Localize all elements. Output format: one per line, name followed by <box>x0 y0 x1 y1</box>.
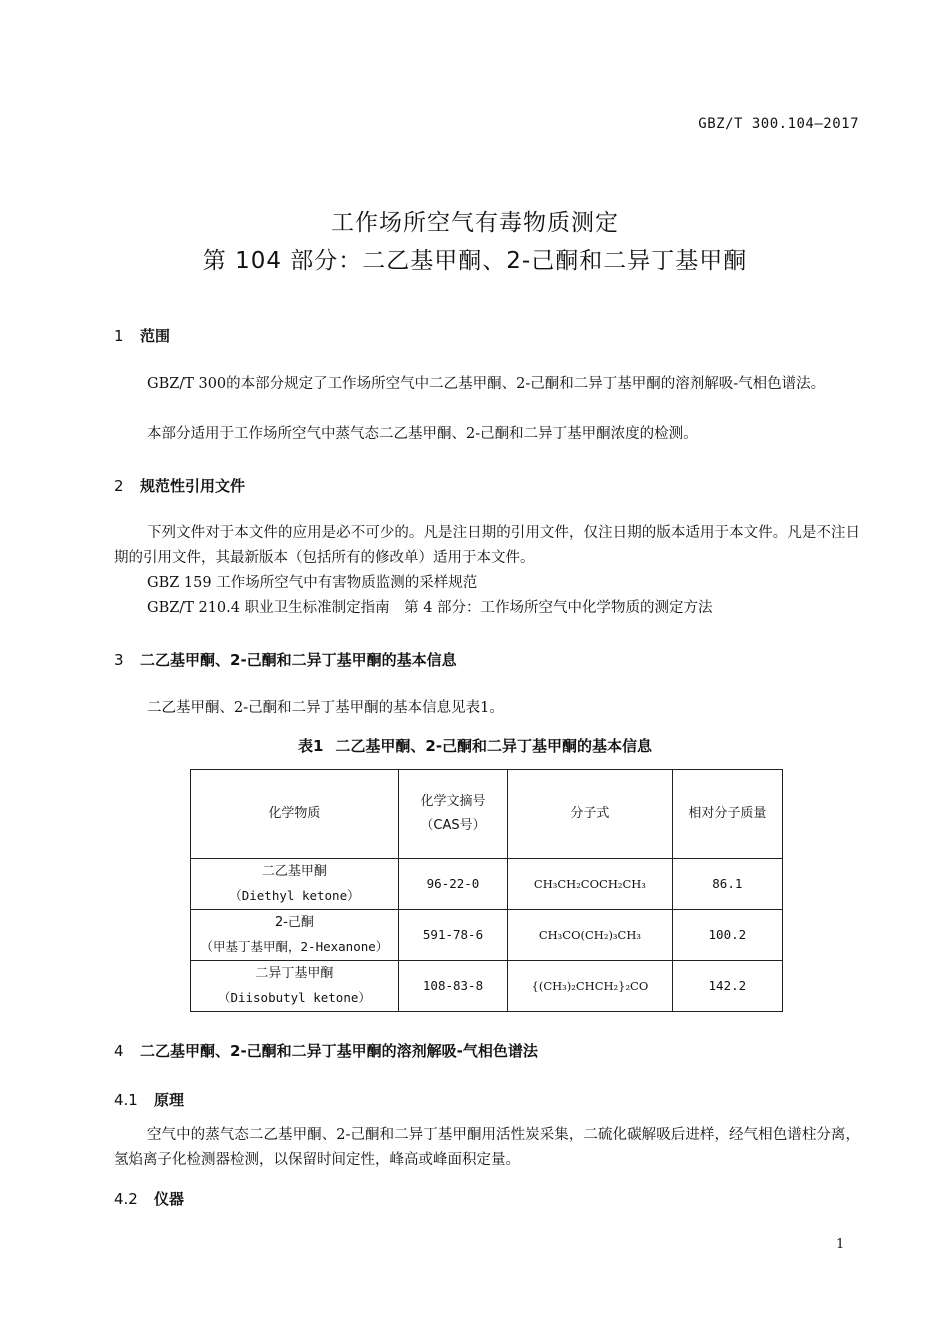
section-number: 4.1 <box>114 1091 138 1109</box>
table-header-row <box>191 770 783 859</box>
section-number: 4.2 <box>114 1190 138 1208</box>
cell-mass: 86.1 <box>672 859 782 910</box>
section-title: 二乙基甲酮、2-己酮和二异丁基甲酮的溶剂解吸-气相色谱法 <box>140 1042 538 1060</box>
header-substance: 化学物质 <box>191 770 399 859</box>
document-title <box>0 204 950 280</box>
title-line-2: 第 104 部分：二乙基甲酮、2-己酮和二异丁基甲酮 <box>202 248 748 274</box>
table-row <box>191 859 783 910</box>
table-caption-title: 二乙基甲酮、2-己酮和二异丁基甲酮的基本信息 <box>335 737 653 755</box>
cell-cas: 96-22-0 <box>398 859 507 910</box>
table-row <box>191 961 783 1012</box>
cell-substance <box>191 961 399 1012</box>
section-4-1-paragraph-1: 空气中的蒸气态二乙基甲酮、2-己酮和二异丁基甲酮用活性炭采集，二硫化碳解吸后进样，经气相色谱柱分离，氢焰离子化检测器检测，以保留时间定性，峰高或峰面积定量。 <box>114 1127 860 1168</box>
cell-formula: CH₃CH₂COCH₂CH₃ <box>508 859 673 910</box>
title-line-1: 工作场所空气有毒物质测定 <box>331 210 619 236</box>
section-2-heading <box>114 475 245 496</box>
section-title: 原理 <box>154 1091 185 1109</box>
section-4-heading <box>114 1040 538 1061</box>
section-title: 二乙基甲酮、2-己酮和二异丁基甲酮的基本信息 <box>140 651 457 669</box>
header-formula: 分子式 <box>508 770 673 859</box>
basic-info-table <box>190 769 783 1012</box>
section-2-reference-1: GBZ 159 工作场所空气中有害物质监测的采样规范 <box>147 575 478 591</box>
substance-name: 二乙基甲酮 <box>261 864 327 879</box>
cell-formula: CH₃CO(CH₂)₃CH₃ <box>508 910 673 961</box>
section-2-reference-2: GBZ/T 210.4 职业卫生标准制定指南 第 4 部分：工作场所空气中化学物质的测定方法 <box>147 600 713 616</box>
standard-code: GBZ/T 300.104—2017 <box>698 116 859 132</box>
section-3-heading <box>114 649 457 670</box>
cell-mass: 142.2 <box>672 961 782 1012</box>
section-number: 4 <box>114 1042 124 1060</box>
header-cas-line1: 化学文摘号 <box>420 794 486 809</box>
cell-substance <box>191 859 399 910</box>
section-4-1-heading <box>114 1089 184 1110</box>
substance-alias: （甲基丁基甲酮，2-Hexanone） <box>200 939 389 954</box>
substance-alias: （Diisobutyl ketone） <box>217 990 371 1005</box>
section-number: 3 <box>114 651 124 669</box>
section-2-paragraph-1: 下列文件对于本文件的应用是必不可少的。凡是注日期的引用文件，仅注日期的版本适用于本文件。凡是不注日期的引用文件，其最新版本（包括所有的修改单）适用于本文件。 <box>114 525 860 566</box>
header-mass: 相对分子质量 <box>672 770 782 859</box>
table-caption <box>0 735 950 756</box>
header-cas <box>398 770 507 859</box>
section-title: 范围 <box>140 327 171 345</box>
cell-cas: 108-83-8 <box>398 961 507 1012</box>
section-title: 仪器 <box>154 1190 185 1208</box>
section-1-paragraph-1: GBZ/T 300的本部分规定了工作场所空气中二乙基甲酮、2-己酮和二异丁基甲酮的溶剂解吸-气相色谱法。 <box>147 376 826 392</box>
cell-formula: {(CH₃)₂CHCH₂}₂CO <box>508 961 673 1012</box>
section-number: 2 <box>114 477 124 495</box>
section-3-paragraph-1: 二乙基甲酮、2-己酮和二异丁基甲酮的基本信息见表1。 <box>147 700 504 716</box>
header-cas-line2: （CAS号） <box>420 818 486 833</box>
cell-mass: 100.2 <box>672 910 782 961</box>
cell-cas: 591-78-6 <box>398 910 507 961</box>
page-number: 1 <box>836 1237 845 1252</box>
substance-name: 2-己酮 <box>274 915 314 930</box>
section-1-heading <box>114 325 170 346</box>
section-title: 规范性引用文件 <box>140 477 246 495</box>
section-4-2-heading <box>114 1188 184 1209</box>
cell-substance <box>191 910 399 961</box>
substance-alias: （Diethyl ketone） <box>229 888 360 903</box>
table-caption-number: 表1 <box>297 737 324 755</box>
section-1-paragraph-2: 本部分适用于工作场所空气中蒸气态二乙基甲酮、2-己酮和二异丁基甲酮浓度的检测。 <box>147 426 698 442</box>
section-number: 1 <box>114 327 124 345</box>
table-row <box>191 910 783 961</box>
substance-name: 二异丁基甲酮 <box>255 966 334 981</box>
